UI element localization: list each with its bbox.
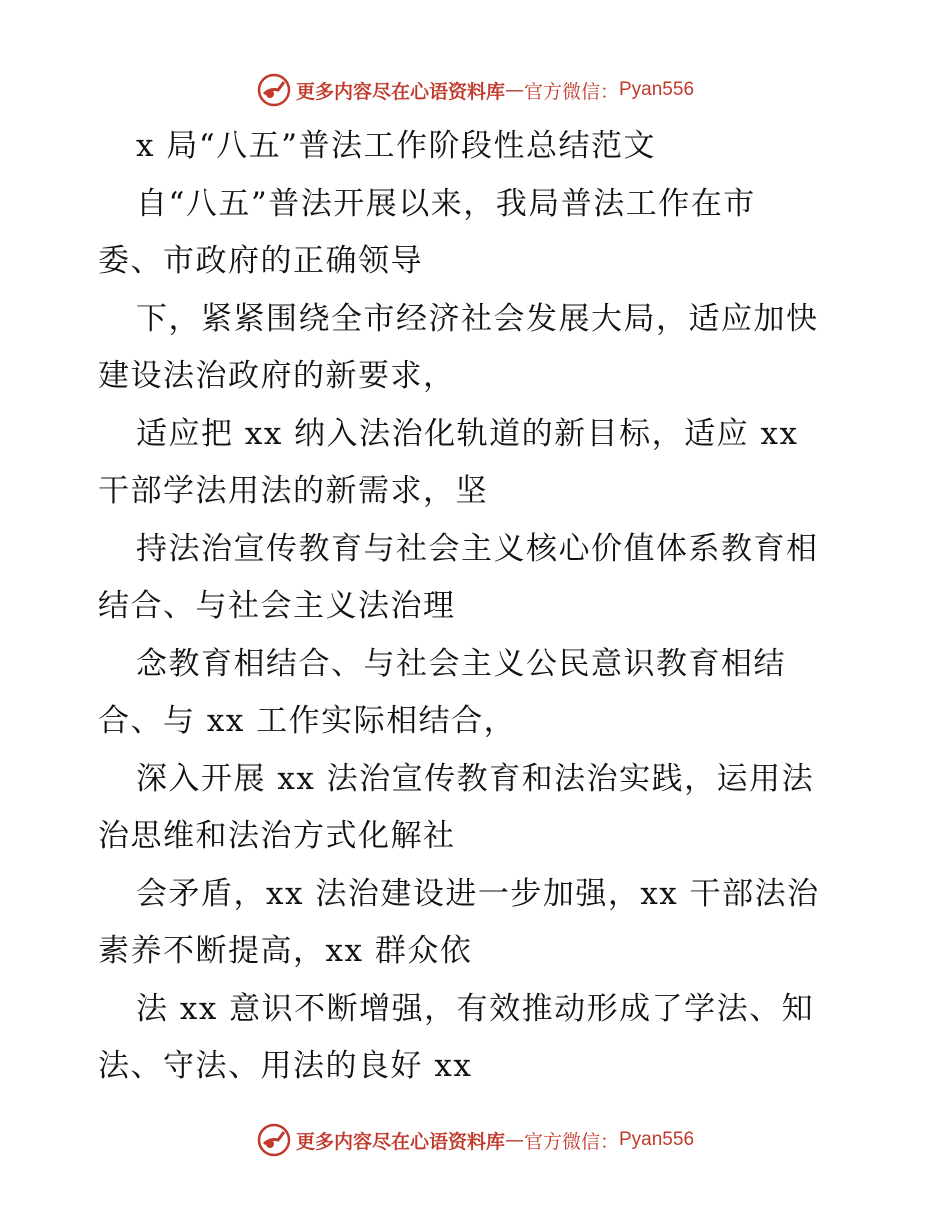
paragraph-line: 持法治宣传教育与社会主义核心价值体系教育相 (136, 530, 819, 567)
book-pen-logo-icon (256, 1122, 292, 1158)
paragraph-line: 建设法治政府的新要求， (98, 358, 456, 394)
banner-main-text: 更多内容尽在心语资料库 (295, 80, 505, 103)
paragraph-line: 法 xx 意识不断增强，有效推动形成了学法、知 (136, 990, 815, 1027)
paragraph-line: 下，紧紧围绕全市经济社会发展大局，适应加快 (136, 300, 819, 337)
paragraph-line: 干部学法用法的新需求，坚 (98, 473, 488, 509)
banner-separator: — (504, 79, 524, 101)
paragraph-line: 治思维和法治方式化解社 (98, 818, 456, 854)
banner-wechat-label: 官方微信： (523, 1130, 619, 1153)
banner-wechat-id: Pyan556 (619, 79, 695, 100)
document-body (98, 118, 858, 1096)
paragraph-line: 会矛盾，xx 法治建设进一步加强，xx 干部法治 (136, 875, 820, 912)
document-title: x 局“八五”普法工作阶段性总结范文 (136, 128, 657, 164)
banner-wechat-label: 官方微信： (523, 80, 619, 103)
paragraph-line: 素养不断提高，xx 群众依 (98, 933, 473, 969)
footer-watermark-banner (0, 1122, 950, 1158)
banner-wechat-id: Pyan556 (619, 1129, 695, 1150)
paragraph-line: 委、市政府的正确领导 (98, 243, 423, 279)
paragraph-line: 结合、与社会主义法治理 (98, 588, 456, 624)
book-pen-logo-icon (256, 72, 292, 108)
banner-main-text: 更多内容尽在心语资料库 (295, 1130, 505, 1153)
paragraph-line: 自“八五”普法开展以来，我局普法工作在市 (136, 185, 756, 222)
paragraph-line: 合、与 xx 工作实际相结合， (98, 703, 517, 739)
paragraph-line: 适应把 xx 纳入法治化轨道的新目标，适应 xx (136, 415, 799, 452)
paragraph-line: 念教育相结合、与社会主义公民意识教育相结 (136, 645, 786, 682)
header-watermark-banner (0, 72, 950, 108)
banner-separator: — (504, 1129, 524, 1151)
paragraph-line: 法、守法、用法的良好 xx (98, 1048, 473, 1084)
paragraph-line: 深入开展 xx 法治宣传教育和法治实践，运用法 (136, 760, 815, 797)
